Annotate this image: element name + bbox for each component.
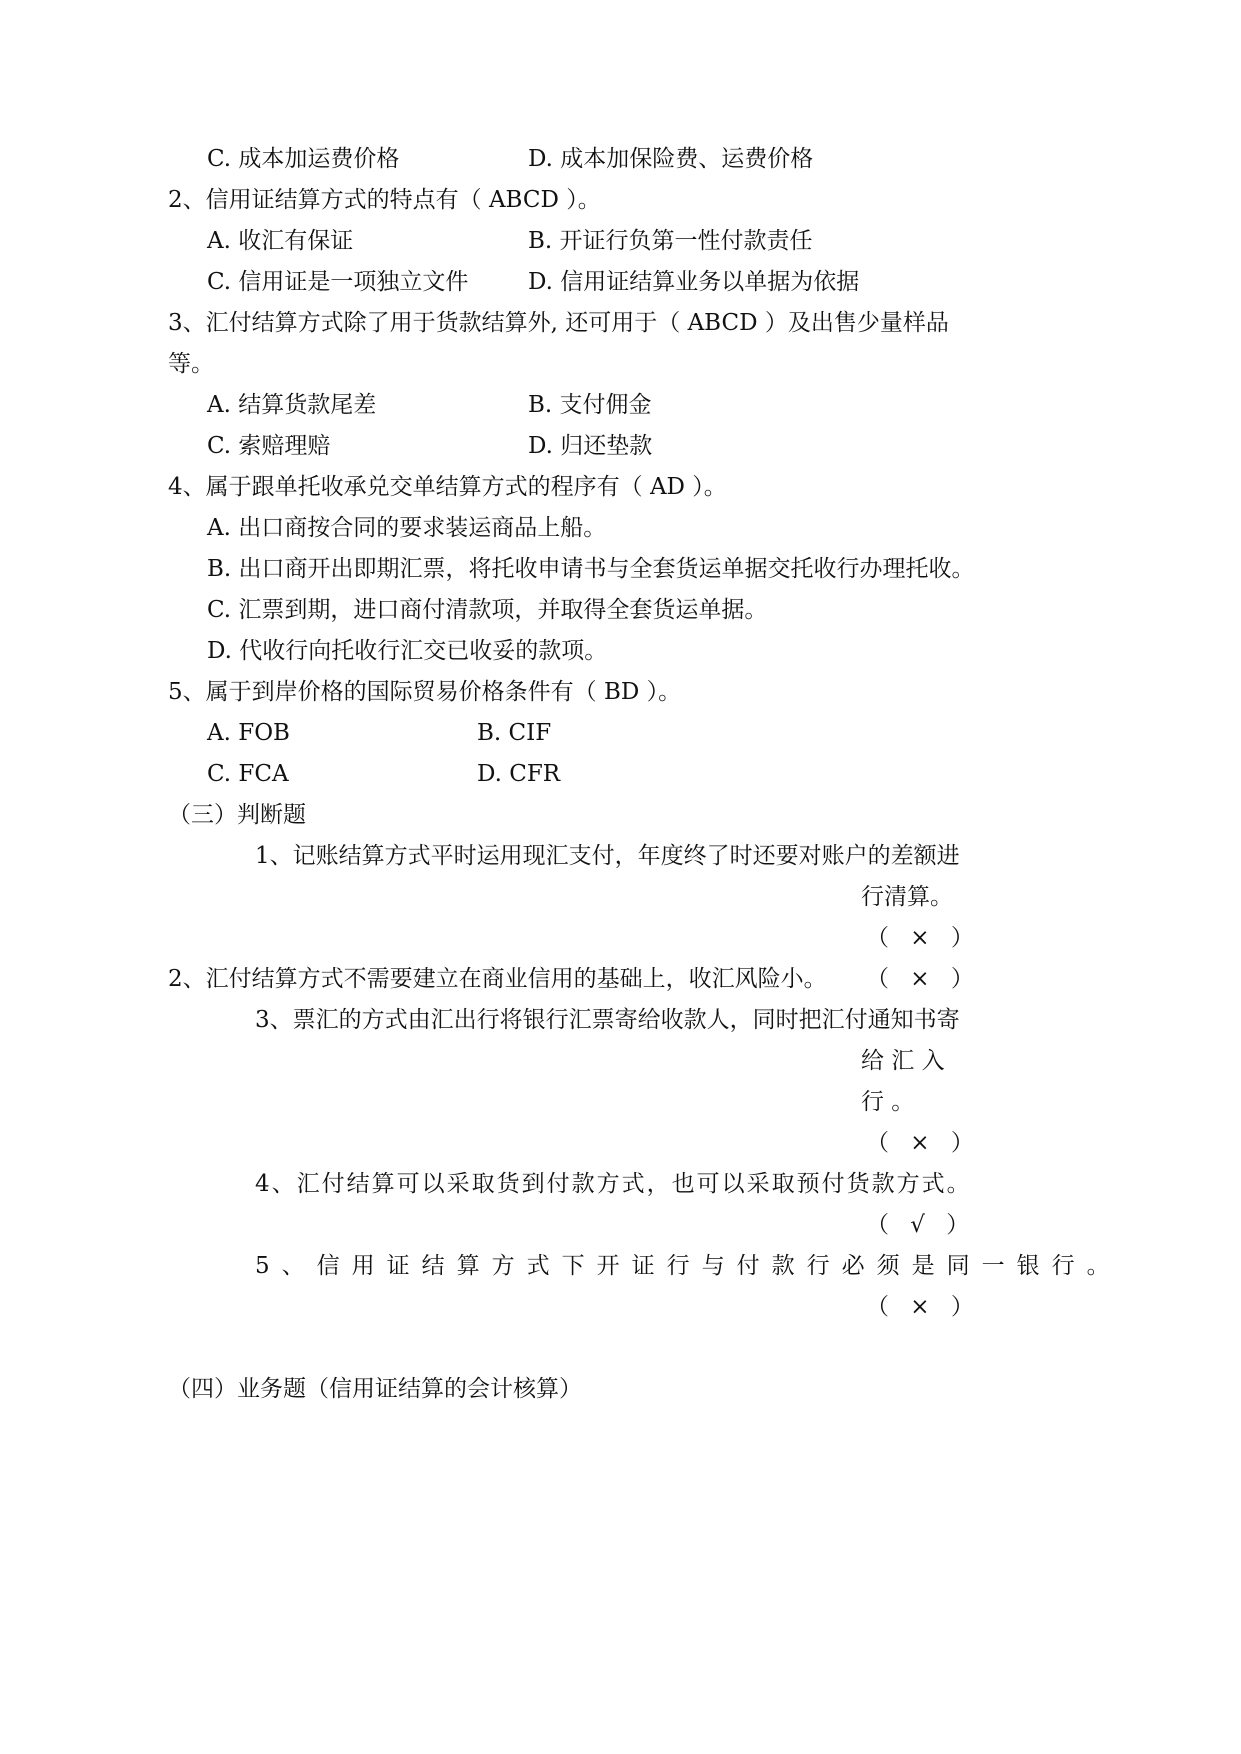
q3-option-a: A. 结算货款尾差	[207, 392, 377, 418]
q4-option-d: D. 代收行向托收行汇交已收妥的款项。	[207, 638, 608, 664]
q2-option-b: B. 开证行负第一性付款责任	[528, 228, 813, 254]
q5-option-a: A. FOB	[207, 720, 290, 746]
judgement-1-line1: 1、记账结算方式平时运用现汇支付，年度终了时还要对账户的差额进	[255, 843, 960, 869]
judgement-1-line2: 行清算。	[861, 884, 953, 910]
judgement-1-answer: （ × ）	[866, 925, 981, 951]
q4-option-b: B. 出口商开出即期汇票，将托收申请书与全套货运单据交托收行办理托收。	[207, 556, 975, 582]
q4-option-a: A. 出口商按合同的要求装运商品上船。	[207, 515, 607, 541]
q5-option-c: C. FCA	[207, 761, 289, 787]
judgement-3-line1: 3、票汇的方式由汇出行将银行汇票寄给收款人，同时把汇付通知书寄	[255, 1007, 960, 1033]
q5-option-d: D. CFR	[477, 761, 561, 787]
q5-stem: 5、属于到岸价格的国际贸易价格条件有（ BD ）。	[168, 679, 682, 705]
judgement-2-text: 2、汇付结算方式不需要建立在商业信用的基础上，收汇风险小。	[168, 966, 827, 992]
section4-heading: （四）业务题（信用证结算的会计核算）	[168, 1376, 582, 1402]
q4-stem: 4、属于跟单托收承兑交单结算方式的程序有（ AD ）。	[168, 474, 727, 500]
q3-stem-line2: 等。	[168, 351, 214, 377]
q2-option-a: A. 收汇有保证	[207, 228, 354, 254]
judgement-3-answer: （ × ）	[866, 1130, 981, 1156]
judgement-2-answer: （ × ）	[866, 966, 981, 992]
q2-option-c: C. 信用证是一项独立文件	[207, 269, 469, 295]
q1-option-d: D. 成本加保险费、运费价格	[528, 146, 814, 172]
q3-option-b: B. 支付佣金	[528, 392, 652, 418]
q3-option-d: D. 归还垫款	[528, 433, 653, 459]
judgement-4-text: 4、汇付结算可以采取货到付款方式，也可以采取预付货款方式。	[255, 1171, 972, 1197]
q2-stem: 2、信用证结算方式的特点有（ ABCD ）。	[168, 187, 601, 213]
q1-option-c: C. 成本加运费价格	[207, 146, 400, 172]
q5-option-b: B. CIF	[477, 720, 552, 746]
section3-heading: （三）判断题	[168, 802, 306, 828]
judgement-3-line3: 行 。	[861, 1089, 915, 1115]
q3-stem-line1: 3、汇付结算方式除了用于货款结算外, 还可用于（ ABCD ）及出售少量样品	[168, 310, 949, 336]
judgement-5-answer: （ × ）	[866, 1294, 981, 1320]
judgement-5-text: 5、信用证结算方式下开证行与付款行必须是同一银行。	[255, 1253, 1122, 1279]
q3-option-c: C. 索赔理赔	[207, 433, 331, 459]
judgement-4-answer: （ √ ）	[866, 1212, 977, 1238]
q4-option-c: C. 汇票到期，进口商付清款项，并取得全套货运单据。	[207, 597, 768, 623]
q2-option-d: D. 信用证结算业务以单据为依据	[528, 269, 860, 295]
judgement-3-line2: 给 汇 入	[861, 1048, 945, 1074]
